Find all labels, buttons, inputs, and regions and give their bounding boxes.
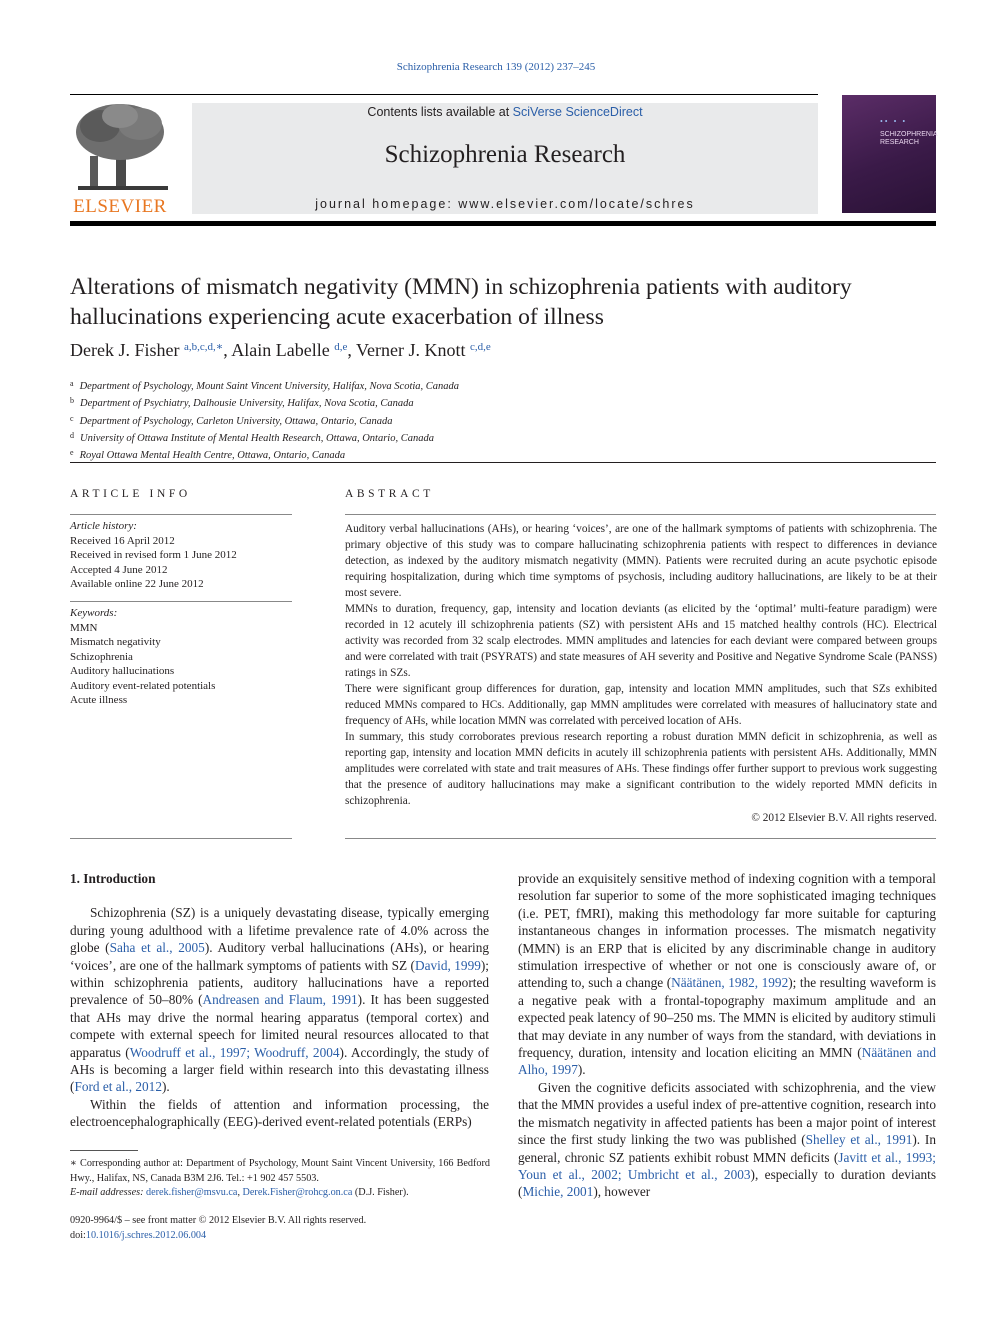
email-link[interactable]: derek.fisher@msvu.ca: [146, 1187, 238, 1198]
body-paragraph: [518, 1079, 936, 1201]
body-text: ); the resulting waveform is a negative peak with a frontal-topography maximum amplitude and an expected peak latency of 90–250 ms. The MMN is elicited by auditory stimuli that may deviate in any number of ways from the standard, with deviations in frequency, duration, intensity and location eliciting an MMN (: [518, 975, 937, 1061]
body-text: ).: [577, 1062, 586, 1078]
keyword: Auditory event-related potentials: [70, 679, 216, 692]
elsevier-logo: [70, 100, 175, 215]
copyright-notice: © 2012 Elsevier B.V. All rights reserved.: [751, 812, 937, 824]
affiliation: [70, 446, 936, 463]
body-text: Given the cognitive deficits associated with schizophrenia, and the view that the MMN provides a useful index of pre-attentive cognition, research into the mismatch negativity in affected patients has been a major point of interest since the first study linking the two was published (: [518, 1079, 936, 1148]
affiliation-key: c: [70, 413, 74, 423]
keywords: [70, 606, 292, 708]
divider: [345, 514, 936, 515]
email-owner: (D.J. Fisher).: [352, 1187, 409, 1198]
corresponding-author-note: ∗ Corresponding author at: Department of Psychology, Mount Saint Vincent University, 166 Bedford Hwy., Halifax, NS, Canada B3M 2J6. Tel.: +1 902 457 5503.: [70, 1158, 490, 1184]
affiliation-text: Department of Psychiatry, Dalhousie University, Halifax, Nova Scotia, Canada: [80, 398, 414, 410]
journal-citation[interactable]: Schizophrenia Research 139 (2012) 237–245: [396, 61, 596, 73]
abstract-paragraph: MMNs to duration, frequency, gap, intensity and location deviants (as elicited by the ‘optimal’ multi-feature paradigm) were recorded in 12 acutely ill schizophrenia patients (SZ) with persistent AHs and 15 matched healthy controls (HC). Electrical activity was recorded from 32 scalp electrodes. MMN amplitudes and latencies for each deviant were compared between groups and were correlated with trait (PSYRATS) and state measures of AH severity and Positive and Negative Syndrome Scale (PANSS) ratings in SZs.: [345, 603, 937, 679]
author-name[interactable]: Alain Labelle: [231, 340, 330, 360]
body-right-column: [518, 870, 936, 1201]
body-text: ). Auditory verbal hallucinations (AHs), or hearing ‘voices’, are one of the hallmark symptoms of patients with SZ (: [70, 940, 489, 973]
body-paragraph: [70, 904, 489, 1095]
author-list: Derek J. Fisher $^{a,b,c,d,∗}$, Alain Labelle $^{d,e}$, Verner J. Knott $^{c,d,e}$: [70, 340, 491, 360]
citation-link[interactable]: Näätänen and Alho, 1997: [518, 1045, 936, 1078]
issn-line: 0920-9964/$ – see front matter © 2012 Elsevier B.V. All rights reserved.: [70, 1215, 367, 1226]
body-text: ). In general, chronic SZ patients exhibit robust MMN deficits (: [518, 1132, 937, 1165]
email-link[interactable]: Derek.Fisher@rohcg.on.ca: [242, 1187, 353, 1198]
abstract-heading: ABSTRACT: [345, 488, 434, 500]
journal-homepage[interactable]: journal homepage: www.elsevier.com/locate/schres: [315, 197, 695, 211]
affiliation-text: Royal Ottawa Mental Health Centre, Ottawa, Ontario, Canada: [79, 450, 346, 462]
cover-decoration: •• • •: [880, 117, 908, 126]
keyword: Auditory hallucinations: [70, 665, 175, 677]
affiliation-key: d: [70, 430, 74, 440]
doi-line: [70, 1229, 490, 1244]
body-text: Schizophrenia (SZ) is a uniquely devastating disease, typically emerging during young adulthood with a lifetime prevalence rate of 4.0% across the globe (: [70, 905, 489, 956]
body-text: ). It has been suggested that AHs may drive the normal hearing apparatus (temporal cortex) and compete with external speech for limited neural resources allocated to that apparatus (: [70, 992, 489, 1060]
article-info-heading: ARTICLE INFO: [70, 488, 191, 500]
affiliation-key: a: [70, 379, 74, 388]
body-left-column: [70, 870, 489, 1131]
body-text: ). Accordingly, the study of AHs is becoming a larger field within research into this devastating illness (: [70, 1044, 489, 1095]
affiliation-list: [70, 377, 936, 463]
journal-title: Schizophrenia Research: [384, 141, 626, 168]
section-heading: 1. Introduction: [70, 871, 156, 886]
body-text: ), especially to duration deviants (: [518, 1166, 936, 1200]
article-history: [70, 519, 292, 592]
tree-icon: [70, 100, 175, 195]
divider: [70, 601, 292, 602]
abstract-paragraph: There were significant group differences for duration, gap, intensity and location MMN amplitudes, such that SZs exhibited reduced MMNs compared to HCs. Additionally, gap MMN amplitudes were correlated with measures of hallucinatory state and frequency of AHs, while location MMN was correlated with perceived location of AHs.: [345, 683, 937, 727]
abstract-body: [345, 521, 937, 826]
header-thick-rule: [70, 221, 936, 226]
citation-link[interactable]: Ford et al., 2012: [74, 1079, 162, 1095]
author-affiliation-marks[interactable]: c,d,e: [470, 341, 491, 353]
doi-prefix: doi:: [70, 1229, 86, 1241]
affiliation-text: Department of Psychology, Mount Saint Vincent University, Halifax, Nova Scotia, Canada: [79, 381, 460, 392]
body-text: provide an exquisitely sensitive method of indexing cognition with a temporal resolution far superior to some of the more sophisticated imaging techniques (i.e. PET, fMRI), making this methodology far more suitable for capturing instantaneous changes in information processes. The mismatch negativity (MMN) is an ERP that is elicited by any discriminable change in auditory stimulation irrespective of whether or not one is consciously aware of, or attending to, such a change (: [518, 871, 936, 991]
history-item: Received 16 April 2012: [70, 534, 175, 547]
affiliation-key: e: [70, 448, 74, 458]
citation-link[interactable]: Shelley et al., 1991: [805, 1132, 913, 1148]
citation-link[interactable]: Woodruff et al., 1997; Woodruff, 2004: [129, 1044, 340, 1060]
author-name[interactable]: Verner J. Knott: [356, 340, 466, 360]
divider: [70, 514, 292, 515]
history-item: Received in revised form 1 June 2012: [70, 549, 237, 561]
contents-available: [192, 105, 818, 119]
citation-link[interactable]: Andreasen and Flaum, 1991: [202, 992, 358, 1008]
citation-link[interactable]: Saha et al., 2005: [109, 940, 205, 956]
body-paragraph: [518, 870, 936, 1079]
email-separator: ,: [237, 1187, 243, 1198]
divider: [70, 462, 936, 463]
cover-title: SCHIZOPHRENIA RESEARCH: [880, 131, 938, 146]
author-name[interactable]: Derek J. Fisher: [70, 340, 180, 360]
affiliation: [70, 412, 936, 429]
body-text: Within the fields of attention and information processing, the electroencephalographically (EEG)-derived event-related potentials (ERPs): [70, 1096, 489, 1130]
citation-link[interactable]: Javitt et al., 1993; Youn et al., 2002; Umbricht et al., 2003: [518, 1149, 936, 1182]
footnote: [70, 1157, 490, 1201]
abstract-paragraph: In summary, this study corroborates previous research reporting a robust duration MMN deficit in schizophrenia, as well as reporting gap, intensity and location MMN deficits in acutely ill schizophrenia patients with persistent AHs. Additionally, MMN amplitudes were correlated with state and trait measures of AHs. These findings offer further support to previous work suggesting that the presence of auditory hallucinations may make a significant contribution to the widely reported MMN deficits in schizophrenia.: [345, 731, 937, 807]
affiliation-text: Department of Psychology, Carleton University, Ottawa, Ontario, Canada: [79, 415, 393, 427]
keyword: Acute illness: [70, 694, 128, 706]
divider: [345, 838, 936, 839]
journal-banner: [192, 103, 818, 214]
history-item: Available online 22 June 2012: [70, 578, 204, 590]
keywords-label: Keywords:: [70, 607, 118, 619]
author-affiliation-marks[interactable]: d,e: [334, 341, 348, 353]
affiliation: [70, 377, 936, 394]
affiliation: [70, 429, 936, 446]
journal-cover-image: [842, 95, 936, 213]
keyword: Mismatch negativity: [70, 636, 161, 648]
body-text: ), however: [593, 1184, 651, 1200]
affiliation-key: b: [70, 396, 74, 406]
abstract-paragraph: Auditory verbal hallucinations (AHs), or hearing ‘voices’, are one of the hallmark symptoms of patients with schizophrenia. The primary objective of this study was to compare hallucinating schizophrenia patients with respect to differences in deviance detection, as indexed by the auditory mismatch negativity (MMN). Patients were recruited during an acute psychotic episode requiring hospitalization, during which time symptoms of psychosis, including auditory hallucinations, are likely to be at their most severe.: [345, 523, 937, 599]
author-affiliation-marks[interactable]: a,b,c,d,∗: [183, 341, 224, 353]
keyword: MMN: [70, 621, 98, 634]
contents-prefix: Contents lists available at: [367, 105, 513, 119]
divider: [70, 838, 292, 839]
keyword: Schizophrenia: [70, 650, 133, 663]
doi-link[interactable]: 10.1016/j.schres.2012.06.004: [85, 1229, 207, 1241]
body-text: ).: [161, 1079, 170, 1095]
front-matter: [70, 1214, 490, 1243]
affiliation: [70, 394, 936, 411]
citation-link[interactable]: Näätänen, 1982, 1992: [671, 975, 789, 991]
affiliation-text: University of Ottawa Institute of Mental Health Research, Ottawa, Ontario, Canada: [80, 432, 434, 444]
article-title: Alterations of mismatch negativity (MMN) in schizophrenia patients with auditory hallucinations experiencing acute exacerbation of illness: [70, 274, 852, 330]
sciencedirect-link[interactable]: SciVerse ScienceDirect: [512, 105, 643, 119]
publisher-logo-text: ELSEVIER: [73, 196, 167, 217]
history-label: Article history:: [70, 520, 137, 532]
history-item: Accepted 4 June 2012: [70, 563, 168, 576]
citation-link[interactable]: David, 1999: [414, 957, 481, 973]
header-rule: [70, 94, 818, 95]
body-text: ); within schizophrenia patients, auditory hallucinations have a reported prevalence of 50–80% (: [70, 957, 489, 1008]
email-label: E-mail addresses:: [70, 1187, 147, 1198]
citation-link[interactable]: Michie, 2001: [522, 1184, 594, 1200]
footnote-rule: [70, 1150, 138, 1151]
body-paragraph: [70, 1096, 489, 1131]
email-addresses: [70, 1186, 490, 1201]
